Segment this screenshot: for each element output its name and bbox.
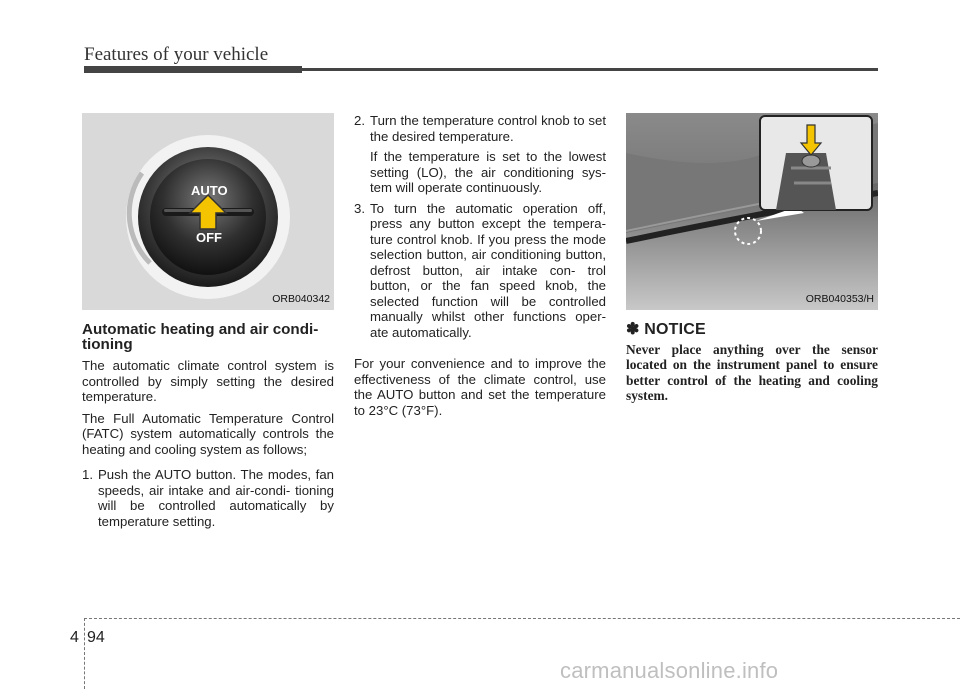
list-text: Push the AUTO button. The modes, fan speeds, air intake and air-condi- tioning will be controlled automatically by temperature setting. [98,467,334,529]
list-item [354,201,606,341]
page-header-title: Features of your vehicle [84,44,269,65]
list-number: 3. [354,200,365,216]
footer-divider [84,618,85,689]
list-text: Turn the temperature control knob to set the desired temperature. [370,113,606,144]
column-2 [354,113,606,424]
list-subtext: If the temperature is set to the lowest setting (LO), the air conditioning sys- tem will operate continuously. [370,149,606,195]
list-item [82,467,334,529]
notice-title: ✽ NOTICE [626,321,706,338]
watermark: carmanualsonline.info [560,658,779,683]
list-number: 1. [82,467,93,482]
list-number: 2. [354,113,365,128]
header-rule [84,68,878,71]
figure-code: ORB040342 [272,292,330,305]
figure-code: ORB040353/H [805,292,874,305]
list-text: To turn the automatic operation off, press any button except the tempera- ture control knob. If you press the mode selection button, air conditioning button, defrost button, air intake con- trol button, or the fan speed knob, the selected function will be controlled manually whilst other functions oper- ate automatically. [370,200,606,340]
auto-knob-illustration [82,113,334,310]
section-heading: Automatic heating and air condi- tioning [82,321,319,353]
footer-rule [84,618,960,619]
sensor-figure [626,113,878,310]
chapter-number: 4 [70,629,79,646]
paragraph: The Full Automatic Temperature Control (FATC) system automatically controls the heating and cooling system as follows; [82,410,334,457]
paragraph: The automatic climate control system is controlled by simply setting the desired temperature. [82,358,334,404]
dashboard-sensor-illustration [626,113,878,310]
knob-auto-label: AUTO [191,183,228,198]
auto-knob-figure [82,113,334,310]
page-number: 94 [87,629,105,646]
paragraph: For your convenience and to improve the effectiveness of the climate control, use the AUTO button and set the temperature to 23°C (73°F). [354,356,606,418]
notice-body: Never place anything over the sensor located on the instrument panel to ensure better control of the heating and cooling system. [626,341,878,403]
column-3 [626,113,878,404]
knob-off-label: OFF [196,230,222,245]
list-item [354,113,606,144]
column-1 [82,113,334,529]
